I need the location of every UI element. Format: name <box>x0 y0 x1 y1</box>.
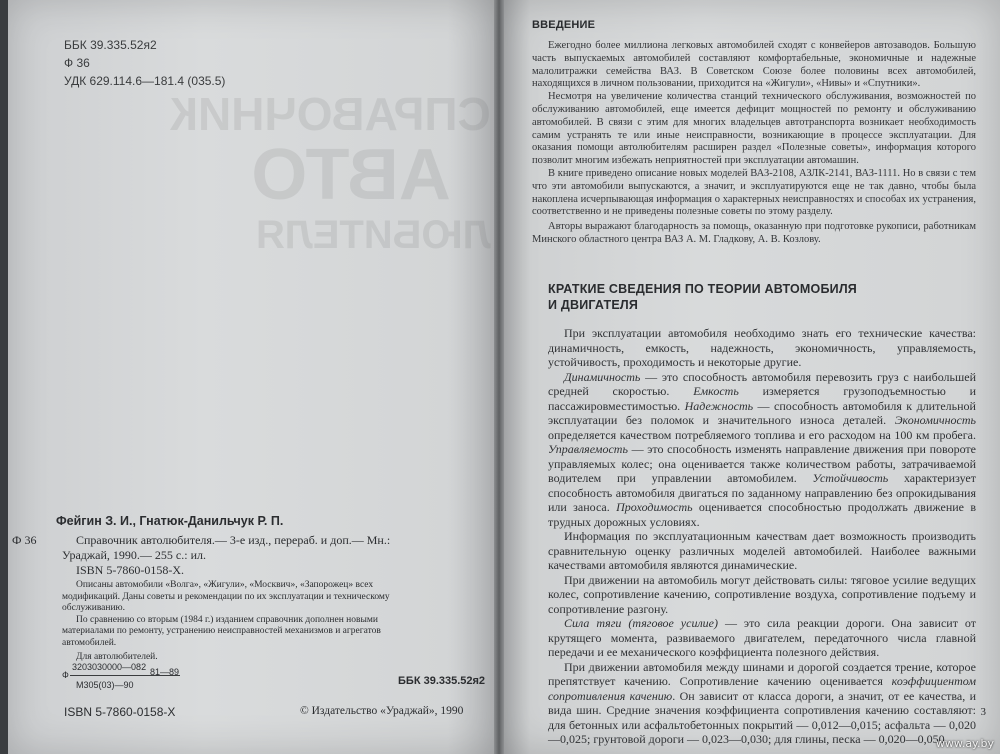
card-code: Ф 36 <box>12 533 37 547</box>
title-line-2: Ураджай, 1990.— 255 с.: ил. <box>62 548 206 562</box>
desc-1: Описаны автомобили «Волга», «Жигули», «Москвич», «Запорожец» всех <box>76 580 374 590</box>
section-title-line-2: И ДВИГАТЕЛЯ <box>548 298 639 312</box>
catalog-card <box>12 514 472 664</box>
intro-heading: ВВЕДЕНИЕ <box>532 19 596 31</box>
f-top: 3203030000—082 <box>72 662 147 672</box>
show-through-cover-title: СПРАВОЧНИК АВТО ЛЮБИТЕЛЯ <box>170 88 491 257</box>
intro-paragraph: В книге приведено описание новых моделей ВАЗ-2108, АЗЛК-2141, ВАЗ-1111. Но в связи с тем что эти автомобили выпускаются, а значит, и эксплуатируются еще не так давно, чтобы была накоплена исчерпывающая информация о характерных неисправностях и способах их устранения, соответственно и не приведены полезные советы по этому разделу. <box>532 167 976 218</box>
desc-3: обслуживанию. <box>62 603 126 613</box>
desc-4: По сравнению со вторым (1984 г.) изданием справочник дополнен новыми <box>76 614 378 625</box>
paragraph-forces: При движении на автомобиль могут действовать силы: тяговое усилие ведущих колес, сопротивление качению, сопротивление воздуха, сопротивление подъему и сопротивление разгону. <box>548 572 976 616</box>
paragraph-information: Информация по эксплуатационным качествам дает возможность производить сравнительную оценку различных моделей автомобилей. Наиболее важными качествами автомобиля являются динамические. <box>548 529 976 572</box>
f-prefix: Ф <box>62 670 69 680</box>
desc-5: материалами по ремонту, устранению неисправностей механизмов и агрегатов <box>62 626 381 636</box>
author-line: Фейгин З. И., Гнатюк-Данильчук Р. П. <box>56 514 284 528</box>
copyright: © Издательство «Ураджай», 1990 <box>300 705 464 717</box>
book-spine <box>494 0 504 754</box>
f-mid: 81—89 <box>150 667 180 677</box>
intro-paragraph: Несмотря на увеличение количества станций технического обслуживания, возможностей по обслуживанию автомобилей, еще имеется дефицит мощностей по ремонту и обслуживанию автомобилей. В связи с этим для многих владельцев автотранспорта возникает необходимость самим устранять те или иные неисправности, возникающие в процессе эксплуатации. Для оказания помощи автолюбителям расширен раздел «Полезные советы», информация которого позволит многим избежать неприятностей при эксплуатации автомашин. <box>532 91 976 167</box>
paragraph-qualities: При эксплуатации автомобиля необходимо знать его технические качества: динамичность, емкость, надежность, экономичность, управляемость, устойчивость, проходимость и некоторые другие. <box>548 326 976 369</box>
audience: Для автолюбителей. <box>76 652 158 662</box>
section-title-line-1: КРАТКИЕ СВЕДЕНИЯ ПО ТЕОРИИ АВТОМОБИЛЯ <box>548 282 857 296</box>
title-line-1: Справочник автолюбителя.— 3-е изд., перераб. и доп.— Мн.: <box>76 533 391 547</box>
body-text <box>548 326 976 747</box>
intro-text <box>532 40 976 247</box>
paragraph-rolling: При движении автомобиля между шинами и дорогой создается трение, которое препятствует качению. Сопротивление качению оценивается коэффициентом сопротивления качению. Он зависит от класса дороги, а значит, от ее качества, и вида шин. Средние значения коэффициента сопротивления качению составляют: для бетонных или асфальтобетонных покрытий — 0,012—0,015; асфальта — 0,020—0,025; грунтовой дороги — 0,023—0,030; для глины, песка — 0,020—0,050. <box>548 659 976 746</box>
page-number: 3 <box>980 706 986 718</box>
udk-code: УДК 629.114.6—181.4 (035.5) <box>64 74 226 88</box>
bbk-bottom: ББК 39.335.52я2 <box>398 675 486 687</box>
intro-paragraph: Авторы выражают благодарность за помощь, оказанную при подготовке рукописи, работникам Минского областного центра ВАЗ А. М. Гладкову, А. В. Козлову. <box>532 221 976 245</box>
site-watermark: www.ay.by <box>935 737 994 750</box>
desc-6: автомобилей. <box>62 637 117 648</box>
isbn-bottom: ISBN 5-7860-0158-X <box>64 705 176 719</box>
f-bottom: М305(03)—90 <box>76 680 134 690</box>
f-code: Ф 36 <box>64 56 90 70</box>
intro-paragraph: Ежегодно более миллиона легковых автомобилей сходят с конвейеров автозаводов. Большую часть выпускаемых автомобилей составляют комфортабельные, экономичные и надежные малолитражки семейства ВАЗ. В Советском Союзе более половины всех автомобилей, находящихся в личном пользовании, приходится на «Жигули», «Нивы» и «Спутники». <box>532 40 976 90</box>
bbk-code: ББК 39.335.52я2 <box>64 38 157 52</box>
desc-2: модификаций. Даны советы и рекомендации по их эксплуатации и техническому <box>62 591 390 602</box>
paragraph-traction: Сила тяги (тяговое усилие) — это сила реакции дороги. Она зависит от крутящего момента, развиваемого двигателем, передаточного числа главной передачи и ее механического коэффициента полезного действия. <box>548 616 976 659</box>
isbn-line: ISBN 5-7860-0158-X. <box>76 563 184 577</box>
paragraph-definitions: Динамичность — это способность автомобиля перевозить груз с наибольшей средней скоростью. Емкость измеряется грузоподъемностью и пассажировместимостью. Надежность — способность автомобиля к длительной эксплуатации без поломок и значительного износа деталей. Экономичность определяется качеством потребляемого топлива и его расходом на 100 км пробега. Управляемость — это способность изменять направление движения при повороте управляемых колес; она оценивается также количеством работы, затрачиваемой водителем при управлении автомобилем. Устойчивость характеризует способность автомобиля двигаться по заданному направлению без опрокидывания или заноса. Проходимость оценивается способностью продолжать движение в трудных дорожных условиях. <box>548 369 977 529</box>
